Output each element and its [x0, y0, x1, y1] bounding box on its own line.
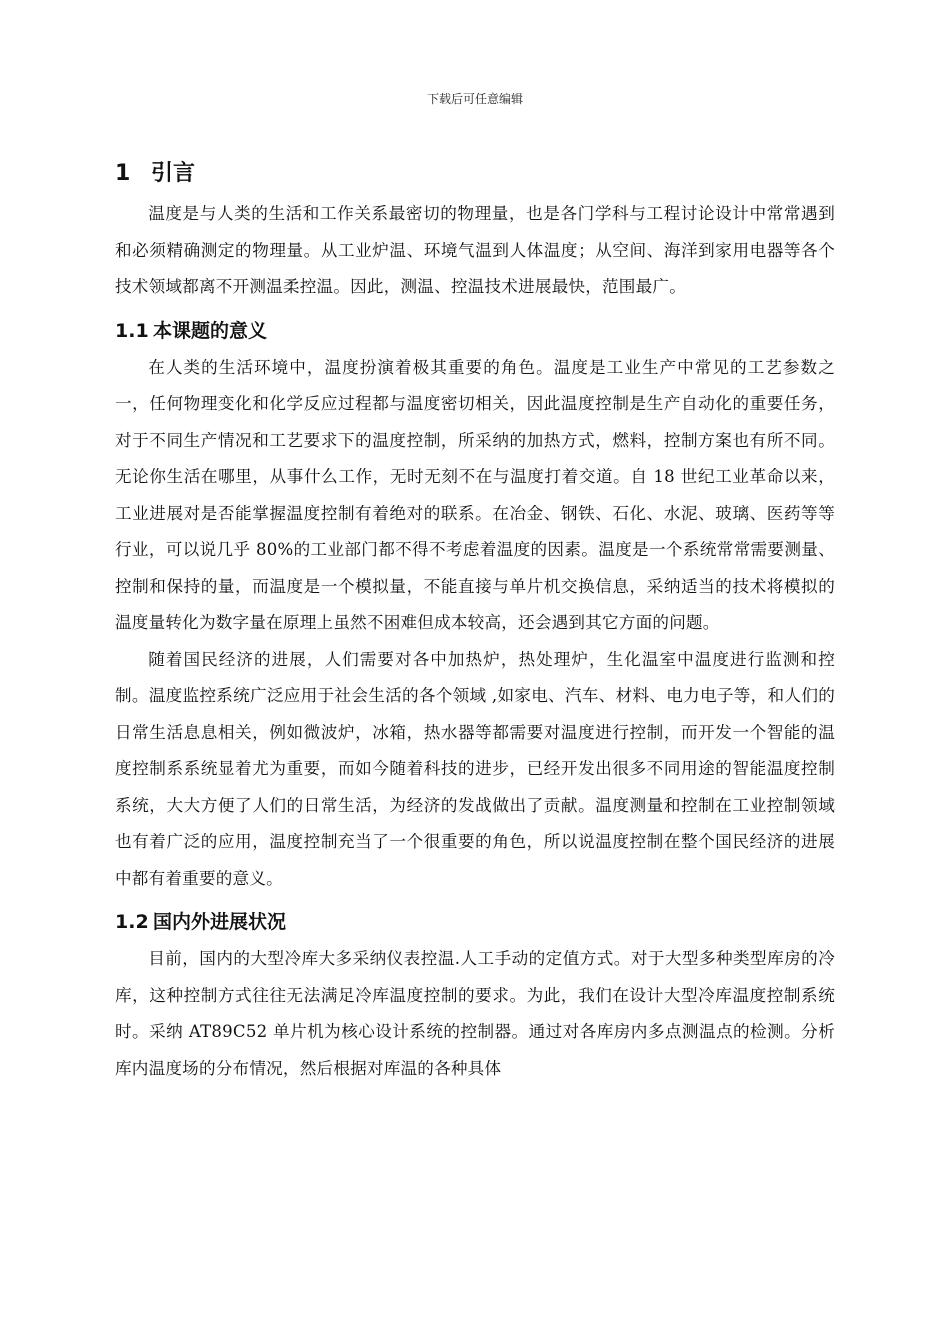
- paragraph: 在人类的生活环境中，温度扮演着极其重要的角色。温度是工业生产中常见的工艺参数之一，任何物理变化和化学反应过程都与温度密切相关，因此温度控制是生产自动化的重要任务，对于不同生产情况和工艺要求下的温度控制，所采纳的加热方式，燃料，控制方案也有所不同。无论你生活在哪里，从事什么工作，无时无刻不在与温度打着交道。自 18 世纪工业革命以来，工业进展对是否能掌握温度控制有着绝对的联系。在冶金、钢铁、石化、水泥、玻璃、医药等等行业，可以说几乎 80%的工业部门都不得不考虑着温度的因素。温度是一个系统常常需要测量、控制和保持的量，而温度是一个模拟量，不能直接与单片机交换信息，采纳适当的技术将模拟的温度量转化为数字量在原理上虽然不困难但成本较高，还会遇到其它方面的问题。: [115, 357, 835, 632]
- section-title: 本课题的意义: [153, 319, 268, 342]
- paragraph: 目前，国内的大型冷库大多采纳仪表控温.人工手动的定值方式。对于大型多种类型库房的冷库，这种控制方式往往无法满足冷库温度控制的要求。为此，我们在设计大型冷库温度控制系统时。采纳 AT89C52 单片机为核心设计系统的控制器。通过对各库房内多点测温点的检测。分析库内温度场的分布情况，然后根据对库温的各种具体: [115, 949, 835, 1078]
- paragraph: 温度是与人类的生活和工作关系最密切的物理量，也是各门学科与工程讨论设计中常常遇到和必须精确测定的物理量。从工业炉温、环境气温到人体温度；从空间、海洋到家用电器等各个技术领域都离不开测温柔控温。因此，测温、控温技术进展最快，范围最广。: [115, 204, 835, 296]
- section-title: 国内外进展状况: [153, 911, 287, 933]
- section-number: 1.2: [115, 911, 149, 933]
- section-heading-1: [115, 156, 835, 192]
- section-number: 1.1: [115, 319, 149, 342]
- page-header-note: 下载后可任意编辑: [426, 92, 523, 106]
- section-heading-1-1: [115, 316, 835, 346]
- section-heading-1-2: [115, 907, 835, 937]
- section-number: 1: [115, 161, 131, 186]
- paragraph: 随着国民经济的进展，人们需要对各中加热炉，热处理炉，生化温室中温度进行监测和控制。温度监控系统广泛应用于社会生活的各个领域 ,如家电、汽车、材料、电力电子等，和人们的日常生活息息相关，例如微波炉，冰箱，热水器等都需要对温度进行控制，而开发一个智能的温度控制系系统显着尤为重要，而如今随着科技的进步，已经开发出很多不同用途的智能温度控制系统，大大方便了人们的日常生活，为经济的发战做出了贡献。温度测量和控制在工业控制领域也有着广泛的应用，温度控制充当了一个很重要的角色，所以说温度控制在整个国民经济的进展中都有着重要的意义。: [115, 649, 835, 888]
- document-body: [115, 156, 835, 1087]
- section-title: 引言: [151, 161, 196, 186]
